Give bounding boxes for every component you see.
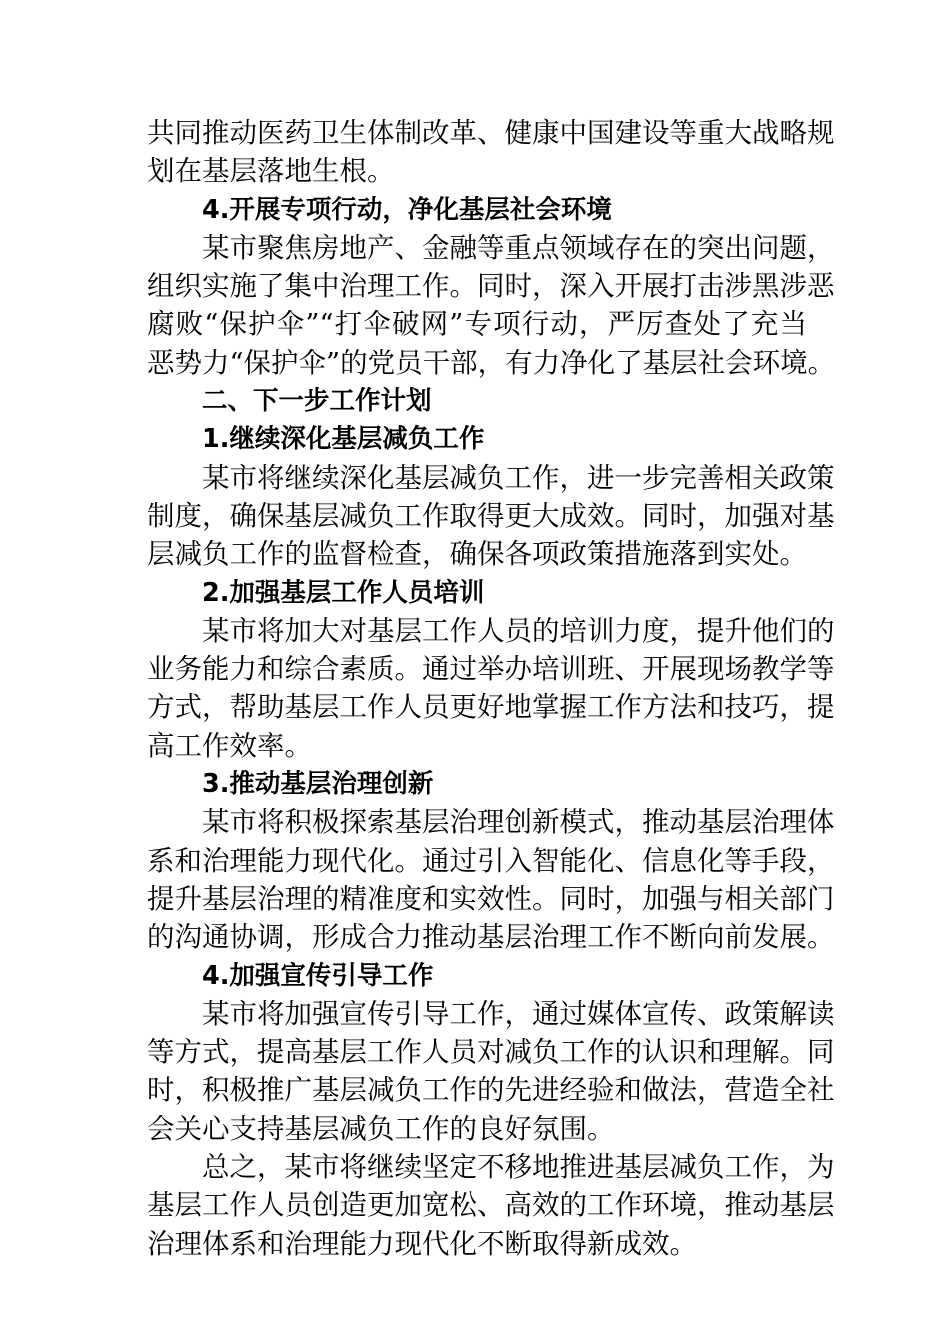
body-text-line: 恶势力“保护伞”的党员干部，有力净化了基层社会环境。: [147, 346, 836, 379]
section-heading: 4.开展专项行动，净化基层社会环境: [202, 194, 612, 225]
body-text-line: 组织实施了集中治理工作。同时，深入开展打击涉黑涉恶: [147, 270, 835, 303]
section-heading: 2.加强基层工作人员培训: [202, 577, 485, 608]
body-text-line: 制度，确保基层减负工作取得更大成效。同时，加强对基: [147, 499, 835, 532]
body-text-line: 腐败“保护伞”“打伞破网”专项行动，严厉查处了充当: [147, 308, 807, 341]
body-text-line: 层减负工作的监督检查，确保各项政策措施落到实处。: [147, 538, 807, 571]
body-text-line: 时，积极推广基层减负工作的先进经验和做法，营造全社: [147, 1074, 835, 1107]
body-text-line: 共同推动医药卫生体制改革、健康中国建设等重大战略规: [147, 117, 835, 149]
body-text-line: 划在基层落地生根。: [147, 155, 395, 188]
body-text-line: 某市聚焦房地产、金融等重点领域存在的突出问题，: [202, 231, 835, 264]
body-text-line: 治理体系和治理能力现代化不断取得新成效。: [147, 1227, 697, 1260]
section-heading: 4.加强宣传引导工作: [202, 960, 434, 991]
body-text-line: 基层工作人员创造更加宽松、高效的工作环境，推动基层: [147, 1189, 835, 1222]
body-text-line: 方式，帮助基层工作人员更好地掌握工作方法和技巧，提: [147, 691, 835, 724]
body-text-line: 高工作效率。: [147, 729, 312, 762]
chapter-heading: 二、下一步工作计划: [202, 386, 432, 417]
body-text-line: 某市将加大对基层工作人员的培训力度，提升他们的: [202, 614, 835, 647]
body-text-line: 等方式，提高基层工作人员对减负工作的认识和理解。同: [147, 1036, 835, 1069]
body-text-line: 某市将继续深化基层减负工作，进一步完善相关政策: [202, 461, 835, 494]
section-heading: 1.继续深化基层减负工作: [202, 424, 485, 455]
body-text-line: 业务能力和综合素质。通过举办培训班、开展现场教学等: [147, 653, 835, 686]
document-page: [147, 114, 836, 1263]
body-text-line: 某市将积极探索基层治理创新模式，推动基层治理体: [202, 806, 835, 839]
body-text-line: 的沟通协调，形成合力推动基层治理工作不断向前发展。: [147, 921, 835, 954]
body-text-line: 总之，某市将继续坚定不移地推进基层减负工作，为: [202, 1151, 835, 1184]
body-text-line: 系和治理能力现代化。通过引入智能化、信息化等手段，: [147, 844, 835, 877]
body-text-line: 会关心支持基层减负工作的良好氛围。: [147, 1112, 615, 1145]
section-heading: 3.推动基层治理创新: [202, 769, 434, 800]
body-text-line: 某市将加强宣传引导工作，通过媒体宣传、政策解读: [202, 997, 835, 1030]
body-text-line: 提升基层治理的精准度和实效性。同时，加强与相关部门: [147, 882, 835, 915]
